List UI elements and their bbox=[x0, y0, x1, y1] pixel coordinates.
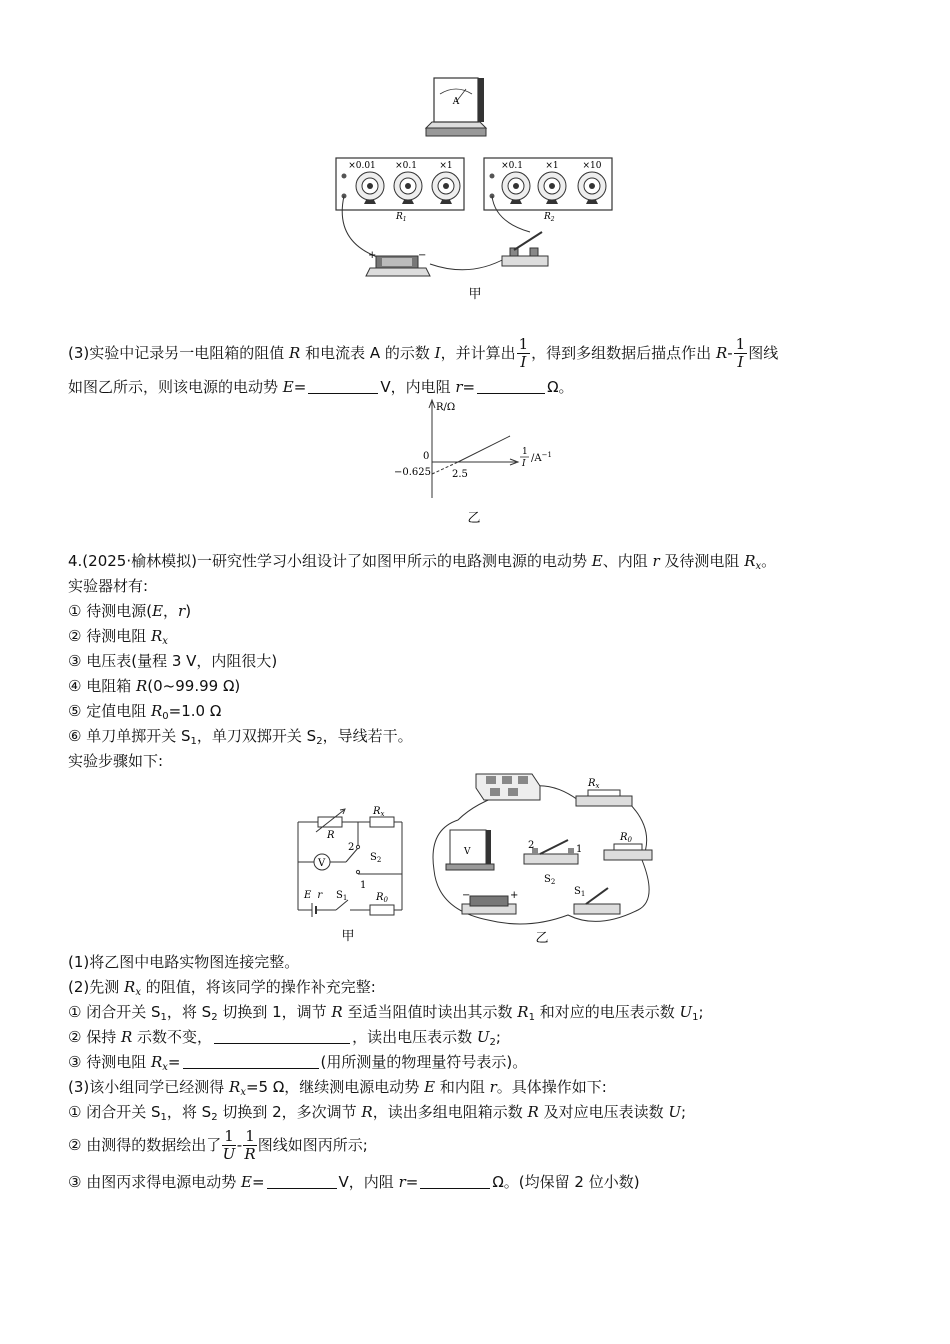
switch-icon bbox=[502, 232, 548, 266]
svg-text:R0: $R_0$ bbox=[620, 832, 632, 844]
y-intercept-label: −0.625 bbox=[394, 467, 432, 478]
fraction-one-over-i: $\frac{1}{I}$ bbox=[518, 335, 529, 371]
battery-plus: + bbox=[368, 250, 377, 261]
ammeter-label: A bbox=[452, 97, 460, 107]
box1-dial-label-2: ×1 bbox=[439, 161, 453, 171]
circuit-diagram-jia bbox=[290, 800, 420, 950]
svg-text:2: 2 bbox=[528, 840, 535, 851]
svg-text:S1: $S_1$ bbox=[336, 890, 348, 902]
data-line bbox=[458, 436, 510, 462]
box2-dial-label-1: ×1 bbox=[545, 161, 559, 171]
x-axis-frac-num: 1 bbox=[522, 447, 528, 457]
svg-text:Rx: $R_x$ bbox=[588, 778, 600, 790]
terminal-icon bbox=[490, 174, 495, 179]
svg-text:Er: E r bbox=[304, 890, 323, 901]
svg-text:1: 1 bbox=[576, 844, 583, 855]
part-2: (2)先测 $R_x$ 的阻值，将该同学的操作补充完整: bbox=[68, 978, 376, 998]
figure-caption-yi: 乙 bbox=[467, 511, 481, 526]
answer-blank-emf-2[interactable] bbox=[267, 1173, 337, 1189]
material-5: ⑤ 定值电阻 $R_0=1.0$ Ω bbox=[68, 702, 222, 722]
svg-text:V: V bbox=[464, 847, 471, 857]
figure-caption-yi-2: 乙 bbox=[535, 931, 549, 946]
svg-text:S1: $S_1$ bbox=[574, 886, 586, 898]
origin-label: 0 bbox=[423, 451, 430, 462]
svg-text:Rx: $R_x$ bbox=[373, 806, 385, 818]
svg-text:−: − bbox=[462, 890, 471, 901]
resistor-R0-icon bbox=[604, 844, 652, 860]
svg-text:+: + bbox=[510, 890, 519, 901]
steps-head: 实验步骤如下: bbox=[68, 752, 164, 770]
part3-step-1: ① 闭合开关 $S_1$，将 $S_2$ 切换到 2，多次调节 R，读出多组电阻箱示数 R 及对应电压表读数 U; bbox=[68, 1103, 687, 1123]
svg-text:R0: $R_0$ bbox=[376, 892, 388, 904]
step-3: ③ 待测电阻 $R_x=$ (用所测量的物理量符号表示)。 bbox=[68, 1053, 528, 1073]
battery-minus: − bbox=[418, 250, 427, 261]
figure-jia-apparatus bbox=[330, 72, 620, 312]
q3-line-1: (3)实验中记录另一电阻箱的阻值 R 和电流表 A 的示数 I，并计算出 $\frac{1}{I}$ ，得到多组数据后描点作出 R- $\frac{1}{I}$ 图线 bbox=[68, 335, 779, 371]
resistor-Rx bbox=[370, 817, 394, 827]
x-axis-frac-den: I bbox=[522, 459, 526, 469]
fraction-one-over-i: $\frac{1}{I}$ bbox=[735, 335, 746, 371]
material-6: ⑥ 单刀单掷开关 $S_1$，单刀双掷开关 $S_2$，导线若干。 bbox=[68, 727, 413, 747]
box1-dial-label-1: ×0.1 bbox=[395, 161, 417, 171]
part3-step-2: ② 由测得的数据绘出了 $\frac{1}{U}$ - $\frac{1}{R}$ 图线如图丙所示; bbox=[68, 1127, 368, 1163]
svg-text:V: V bbox=[318, 858, 326, 869]
materials-head: 实验器材有: bbox=[68, 577, 149, 595]
terminal-icon bbox=[342, 174, 347, 179]
step-2: ② 保持 R 示数不变， ，读出电压表示数 $U_2$; bbox=[68, 1028, 501, 1048]
material-1: ① 待测电源(E，r) bbox=[68, 602, 192, 620]
graph-yi bbox=[388, 398, 578, 528]
part-3: (3)该小组同学已经测得 $R_x=5$ Ω，继续测电源电动势 E 和内阻 r。具体操作如下: bbox=[68, 1078, 607, 1098]
material-2: ② 待测电阻 $R_x$ bbox=[68, 627, 168, 647]
svg-text:S2: $S_2$ bbox=[544, 874, 556, 886]
y-axis-label: R/Ω bbox=[436, 402, 456, 413]
answer-blank-operation[interactable] bbox=[214, 1028, 350, 1044]
box2-dial-label-2: ×10 bbox=[582, 161, 602, 171]
box2-label: $R_2$ bbox=[544, 212, 555, 223]
answer-blank-resistance-2[interactable] bbox=[420, 1173, 490, 1189]
box1-dial-label-0: ×0.01 bbox=[348, 161, 376, 171]
q3-line-2: 如图乙所示，则该电源的电动势 E= V，内电阻 r= Ω。 bbox=[68, 378, 574, 396]
svg-text:R: R bbox=[327, 830, 335, 841]
answer-blank-emf[interactable] bbox=[308, 378, 378, 394]
x-intercept-label: 2.5 bbox=[452, 469, 468, 480]
resistance-box-icon bbox=[476, 774, 540, 800]
resistor-Rx-icon bbox=[576, 790, 632, 806]
figure-caption-jia-2: 甲 bbox=[341, 929, 355, 944]
svg-text:1: 1 bbox=[360, 880, 367, 891]
ammeter-icon bbox=[426, 78, 486, 136]
material-3: ③ 电压表(量程 3 V，内阻很大) bbox=[68, 652, 278, 670]
box1-label: $R_1$ bbox=[396, 212, 407, 223]
fraction-one-over-u: $\frac{1}{U}$ bbox=[222, 1127, 236, 1163]
fraction-one-over-r: $\frac{1}{R}$ bbox=[244, 1127, 256, 1163]
material-4: ④ 电阻箱 R(0~99.99 Ω) bbox=[68, 677, 241, 695]
answer-blank-resistance[interactable] bbox=[477, 378, 545, 394]
answer-blank-rx[interactable] bbox=[183, 1053, 319, 1069]
part-1: (1)将乙图中电路实物图连接完整。 bbox=[68, 953, 300, 971]
figure-caption-jia: 甲 bbox=[468, 287, 482, 302]
rheostat-R bbox=[318, 817, 342, 827]
circuit-physical-yi bbox=[428, 770, 658, 950]
box2-dial-label-0: ×0.1 bbox=[501, 161, 523, 171]
step-1: ① 闭合开关 $S_1$，将 $S_2$ 切换到 1，调节 R 至适当阻值时读出其示数 $R_1$ 和对应的电压表示数 $U_1$; bbox=[68, 1003, 704, 1023]
svg-text:S2: $S_2$ bbox=[370, 852, 382, 864]
svg-text:2: 2 bbox=[348, 842, 355, 853]
resistor-R0 bbox=[370, 905, 394, 915]
x-axis-unit: $/A^{-1}$ bbox=[531, 451, 552, 464]
part3-step-3: ③ 由图丙求得电源电动势 E= V，内阻 r= Ω。(均保留 2 位小数) bbox=[68, 1173, 640, 1191]
q4-title: 4.(2025·榆林模拟)一研究性学习小组设计了如图甲所示的电路测电源的电动势 E、内阻 r 及待测电阻 $R_x$。 bbox=[68, 552, 777, 572]
